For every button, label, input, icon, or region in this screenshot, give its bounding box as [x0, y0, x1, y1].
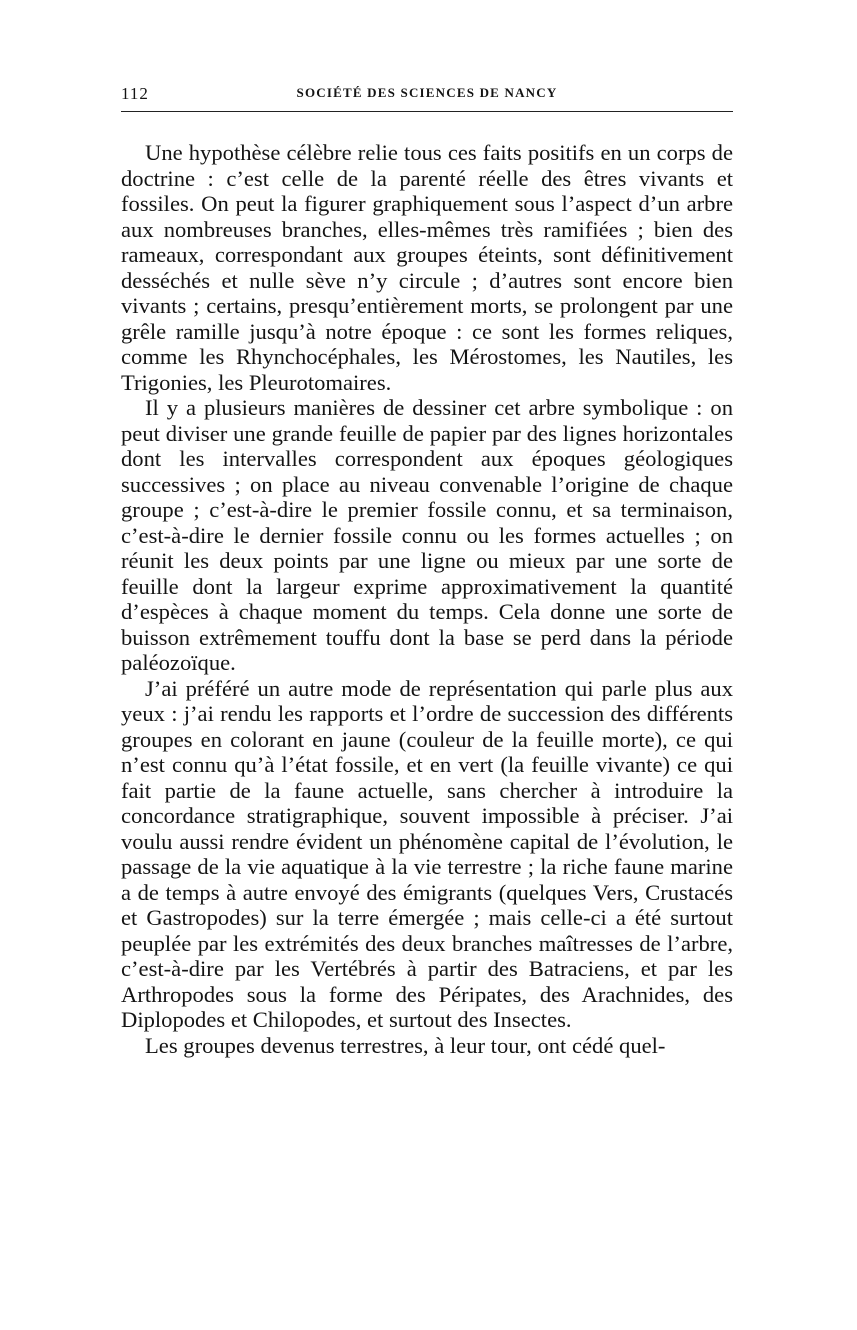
paragraph-4: Les groupes devenus terrestres, à leur tour, ont cédé quel-: [145, 1032, 666, 1058]
body-text: [121, 140, 733, 1058]
running-head: SOCIÉTÉ DES SCIENCES DE NANCY: [296, 85, 558, 100]
page-header: [121, 84, 733, 106]
header-rule: [121, 111, 733, 112]
paragraph-2: Il y a plusieurs manières de dessiner cet arbre symbolique : on peut diviser une grande feuille de papier par des lignes horizontales dont les intervalles correspondent aux époques géologiques successives ; on place au niveau convenable l’origine de chaque groupe ; c’est-à-dire le premier fossile connu, et sa terminaison, c’est-à-dire le dernier fossile connu ou les formes actuelles ; on réunit les deux points par une ligne ou mieux par une sorte de feuille dont la largeur exprime approximativement la quantité d’espèces à chaque moment du temps. Cela donne une sorte de buisson extrêmement touffu dont la base se perd dans la période paléozoïque.: [121, 395, 733, 675]
paragraph-1: Une hypothèse célèbre relie tous ces faits positifs en un corps de doctrine : c’est celle de la parenté réelle des êtres vivants et fossiles. On peut la figurer graphiquement sous l’aspect d’un arbre aux nombreuses branches, elles-mêmes très ramifiées ; bien des rameaux, correspondant aux groupes éteints, sont définitivement desséchés et nulle sève n’y circule ; d’autres sont encore bien vivants ; certains, presqu’entièrement morts, se prolongent par une grêle ramille jusqu’à notre époque : ce sont les formes reliques, comme les Rhynchocéphales, les Mérostomes, les Nautiles, les Trigonies, les Pleurotomaires.: [121, 140, 733, 395]
paragraph-3: J’ai préféré un autre mode de représentation qui parle plus aux yeux : j’ai rendu les rapports et l’ordre de succession des différents groupes en colorant en jaune (couleur de la feuille morte), ce qui n’est connu qu’à l’état fossile, et en vert (la feuille vivante) ce qui fait partie de la faune actuelle, sans chercher à introduire la concordance stratigraphique, souvent impossible à préciser. J’ai voulu aussi rendre évident un phénomène capital de l’évolution, le passage de la vie aquatique à la vie terrestre ; la riche faune marine a de temps à autre envoyé des émigrants (quelques Vers, Crustacés et Gastropodes) sur la terre émergée ; mais celle-ci a été surtout peuplée par les extrémités des deux branches maîtresses de l’arbre, c’est-à-dire par les Vertébrés à partir des Batraciens, et par les Arthropodes sous la forme des Péripates, des Arachnides, des Diplopodes et Chilopodes, et surtout des Insectes.: [121, 675, 733, 1032]
page-number: 112: [121, 84, 149, 103]
